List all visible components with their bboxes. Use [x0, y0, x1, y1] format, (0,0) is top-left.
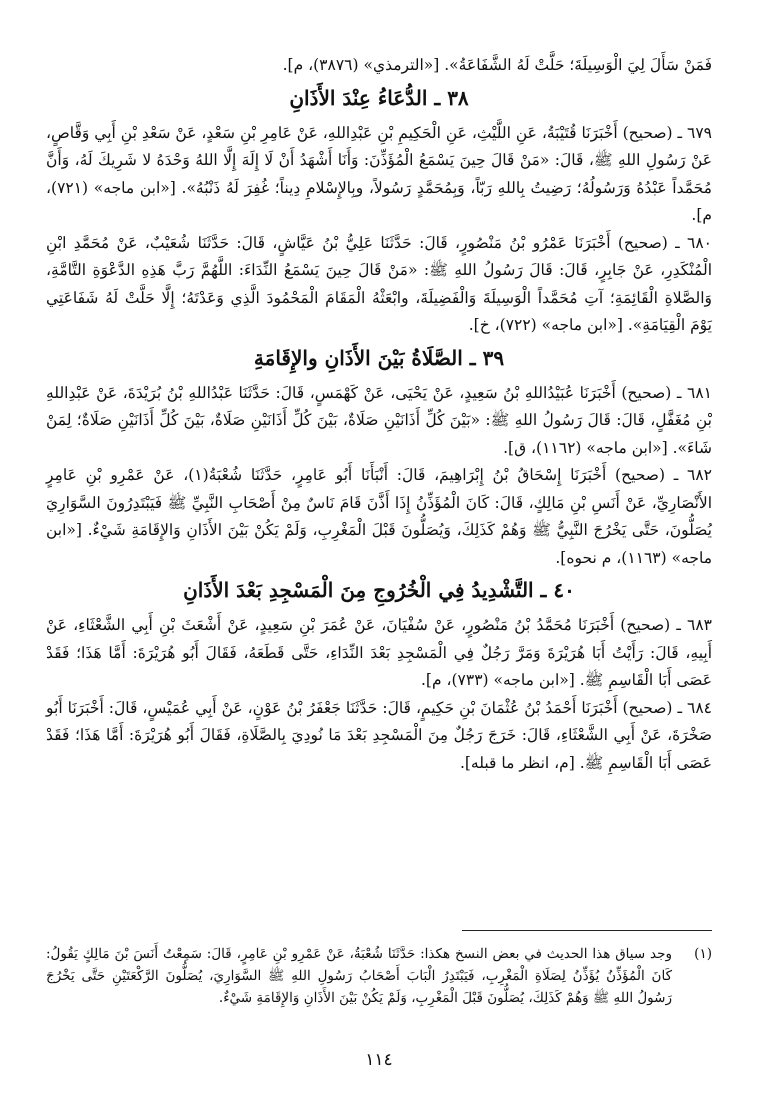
chapter-39-title: ٣٩ ـ الصَّلَاةُ بَيْنَ الأَذَانِ والإِقَامَةِ: [253, 345, 505, 370]
hadith-679: ٦٧٩ ـ (صحيح) أَخْبَرَنَا قُتَيْبَةُ، عَنِ اللَّيْثِ، عَنِ الْحَكِيمِ بْنِ عَبْدِاللهِ، عَنْ عَامِرِ بْنِ سَعْدٍ، عَنْ سَعْدِ بْنِ أَبِي وَقَّاصٍ، عَنْ رَسُولِ اللهِ ﷺ، قَالَ: «مَنْ قَالَ حِينَ يَسْمَعُ الْمُؤَذِّنَ: وَأَنَا أَشْهَدُ أَنْ لَا إِلَهَ إِلَّا اللهُ وَحْدَهُ لا شَرِيكَ لَهُ، وَأَنَّ مُحَمَّداً عَبْدُهُ وَرَسُولُهُ؛ رَضِيتُ بِاللهِ رَبّاً، وَبِمُحَمَّدٍ رَسُولاً، وبِالإِسْلامِ دِيناً؛ غُفِرَ لَهُ ذَنْبُهُ». [«ابن ماجه» (٧٢١)، م].: [46, 123, 712, 224]
chapter-40-title: ٤٠ ـ التَّشْدِيدُ فِي الْخُرُوجِ مِنَ الْمَسْجِدِ بَعْدَ الأَذَانِ: [183, 578, 575, 602]
intro-text: فَمَنْ سَأَلَ لِيَ الْوَسِيلَةَ؛ حَلَّتْ لَهُ الشَّفَاعَةُ». [«الترمذي» (٣٨٧٦)، م].: [282, 56, 712, 74]
hadith-684: ٦٨٤ ـ (صحيح) أَخْبَرَنَا أَحْمَدُ بْنُ عُثْمَانَ بْنِ حَكِيمٍ، قَالَ: حَدَّثَنَا جَعْفَرُ بْنُ عَوْنٍ، عَنْ أَبِي عُمَيْسٍ، قَالَ: أَخْبَرَنَا أَبُو صَخْرَةَ، عَنْ أَبِي الشَّعْثَاءِ، قَالَ: خَرَجَ رَجُلٌ مِنَ الْمَسْجِدِ بَعْدَ مَا نُودِيَ بِالصَّلَاةِ، فَقَالَ أَبُو هُرَيْرَةَ: أَمَّا هَذَا؛ فَقَدْ عَصَى أَبَا الْقَاسِمِ ﷺ. [م، انظر ما قبله].: [46, 698, 712, 772]
hadith-681: ٦٨١ ـ (صحيح) أَخْبَرَنَا عُبَيْدُاللهِ بْنُ سَعِيدٍ، عَنْ يَحْيَى، عَنْ كَهْمَسٍ، قَالَ: حَدَّثَنَا عَبْدُاللهِ بْنُ بُرَيْدَةَ، عَنْ عَبْدِاللهِ بْنِ مُغَفَّلٍ، قَالَ: قَالَ رَسُولُ اللهِ ﷺ: «بَيْنَ كُلِّ أَذَانَيْنِ صَلَاةٌ، بَيْنَ كُلِّ أَذَانَيْنِ صَلَاةٌ، بَيْنَ كُلِّ أَذَانَيْنِ صَلَاةٌ؛ لِمَنْ شَاءَ». [«ابن ماجه» (١١٦٢)، ق].: [46, 383, 712, 457]
footnote-text: وجد سياق هذا الحديث في بعض النسخ هكذا: حَدَّثَنَا شُعْبَةُ، عَنْ عَمْرِو بْنِ عَامِرٍ، قَالَ: سَمِعْتُ أَنَسَ بْنَ مَالِكٍ يَقُولُ: كَانَ الْمُؤَذِّنُ يُؤَذِّنُ لِصَلَاةِ الْمَغْرِبِ، فَيَبْتَدِرُ الْبَابَ أَصْحَابُ رَسُولِ اللهِ ﷺ السَّوَارِيَ، يُصَلُّونَ الرَّكْعَتَيْنِ حَتَّى يَخْرُجَ رَسُولُ اللهِ ﷺ وَهُمْ كَذَلِكَ، يُصَلُّونَ قَبْلَ الْمَغْرِبِ، وَلَمْ يَكُنْ بَيْنَ الأَذَانِ وَالإِقَامَةِ شَيْءٌ.: [46, 946, 672, 1006]
footnotes: [46, 930, 712, 1009]
hadith-680: ٦٨٠ ـ (صحيح) أَخْبَرَنَا عَمْرُو بْنُ مَنْصُورٍ، قَالَ: حَدَّثَنَا عَلِيُّ بْنُ عَيَّاشٍ، قَالَ: حَدَّثَنَا شُعَيْبٌ، عَنْ مُحَمَّدِ ابْنِ الْمُنْكَدِرِ، عَنْ جَابِرٍ، قَالَ: قَالَ رَسُولُ اللهِ ﷺ: «مَنْ قَالَ حِينَ يَسْمَعُ النِّدَاءَ: اللَّهُمَّ رَبَّ هَذِهِ الدَّعْوَةِ التَّامَّةِ، وَالصَّلاةِ الْقَائِمَةِ؛ آتِ مُحَمَّداً الْوَسِيلَةَ وَالْفَضِيلَةَ، وابْعَثْهُ الْمَقَامَ الْمَحْمُودَ الَّذِي وَعَدْتَهُ؛ إِلَّا حَلَّتْ لَهُ شَفَاعَتِي يَوْمَ الْقِيَامَةِ». [«ابن ماجه» (٧٢٢)، خ].: [46, 233, 712, 334]
footnote-divider: [462, 930, 712, 931]
book-page: [46, 52, 712, 1069]
footnote-1: [46, 943, 712, 1009]
hadith-683: ٦٨٣ ـ (صحيح) أَخْبَرَنَا مُحَمَّدُ بْنُ مَنْصُورٍ، عَنْ سُفْيَانَ، عَنْ عُمَرَ بْنِ سَعِيدٍ، عَنْ أَشْعَثَ بْنِ أَبِي الشَّعْثَاءِ، عَنْ أَبِيهِ، قَالَ: رَأَيْتُ أَبَا هُرَيْرَةَ وَمَرَّ رَجُلٌ فِي الْمَسْجِدِ بَعْدَ النِّدَاءِ، حَتَّى قَطَعَهُ، فَقَالَ أَبُو هُرَيْرَةَ: أَمَّا هَذَا؛ فَقَدْ عَصَى أَبَا الْقَاسِمِ ﷺ. [«ابن ماجه» (٧٣٣)، م].: [46, 616, 712, 689]
footnote-number: (١): [694, 946, 712, 962]
chapter-38-title: ٣٨ ـ الدُّعَاءُ عِنْدَ الأَذَانِ: [289, 85, 469, 110]
hadith-682: ٦٨٢ ـ (صحيح) أَخْبَرَنَا إِسْحَاقُ بْنُ إِبْرَاهِيمَ، قَالَ: أَنْبَأَنَا أَبُو عَامِرٍ، حَدَّثَنَا شُعْبَةُ(١)، عَنْ عَمْرِو بْنِ عَامِرٍ الأَنْصَارِيِّ، عَنْ أَنَسِ بْنِ مَالِكٍ، قَالَ: كَانَ الْمُؤَذِّنُ إِذَا أَذَّنَ قَامَ نَاسٌ مِنْ أَصْحَابِ النَّبِيِّ ﷺ فَيَبْتَدِرُونَ السَّوَارِيَ يُصَلُّونَ، حَتَّى يَخْرُجَ النَّبِيُّ ﷺ وَهُمْ كَذَلِكَ، وَيُصَلُّونَ قَبْلَ الْمَغْرِبِ، وَلَمْ يَكُنْ بَيْنَ الأَذَانِ وَالإِقَامَةِ شَيْءٌ. [«ابن ماجه» (١١٦٣)، م نحوه].: [46, 466, 712, 567]
page-number: ١١٤: [365, 1050, 393, 1070]
